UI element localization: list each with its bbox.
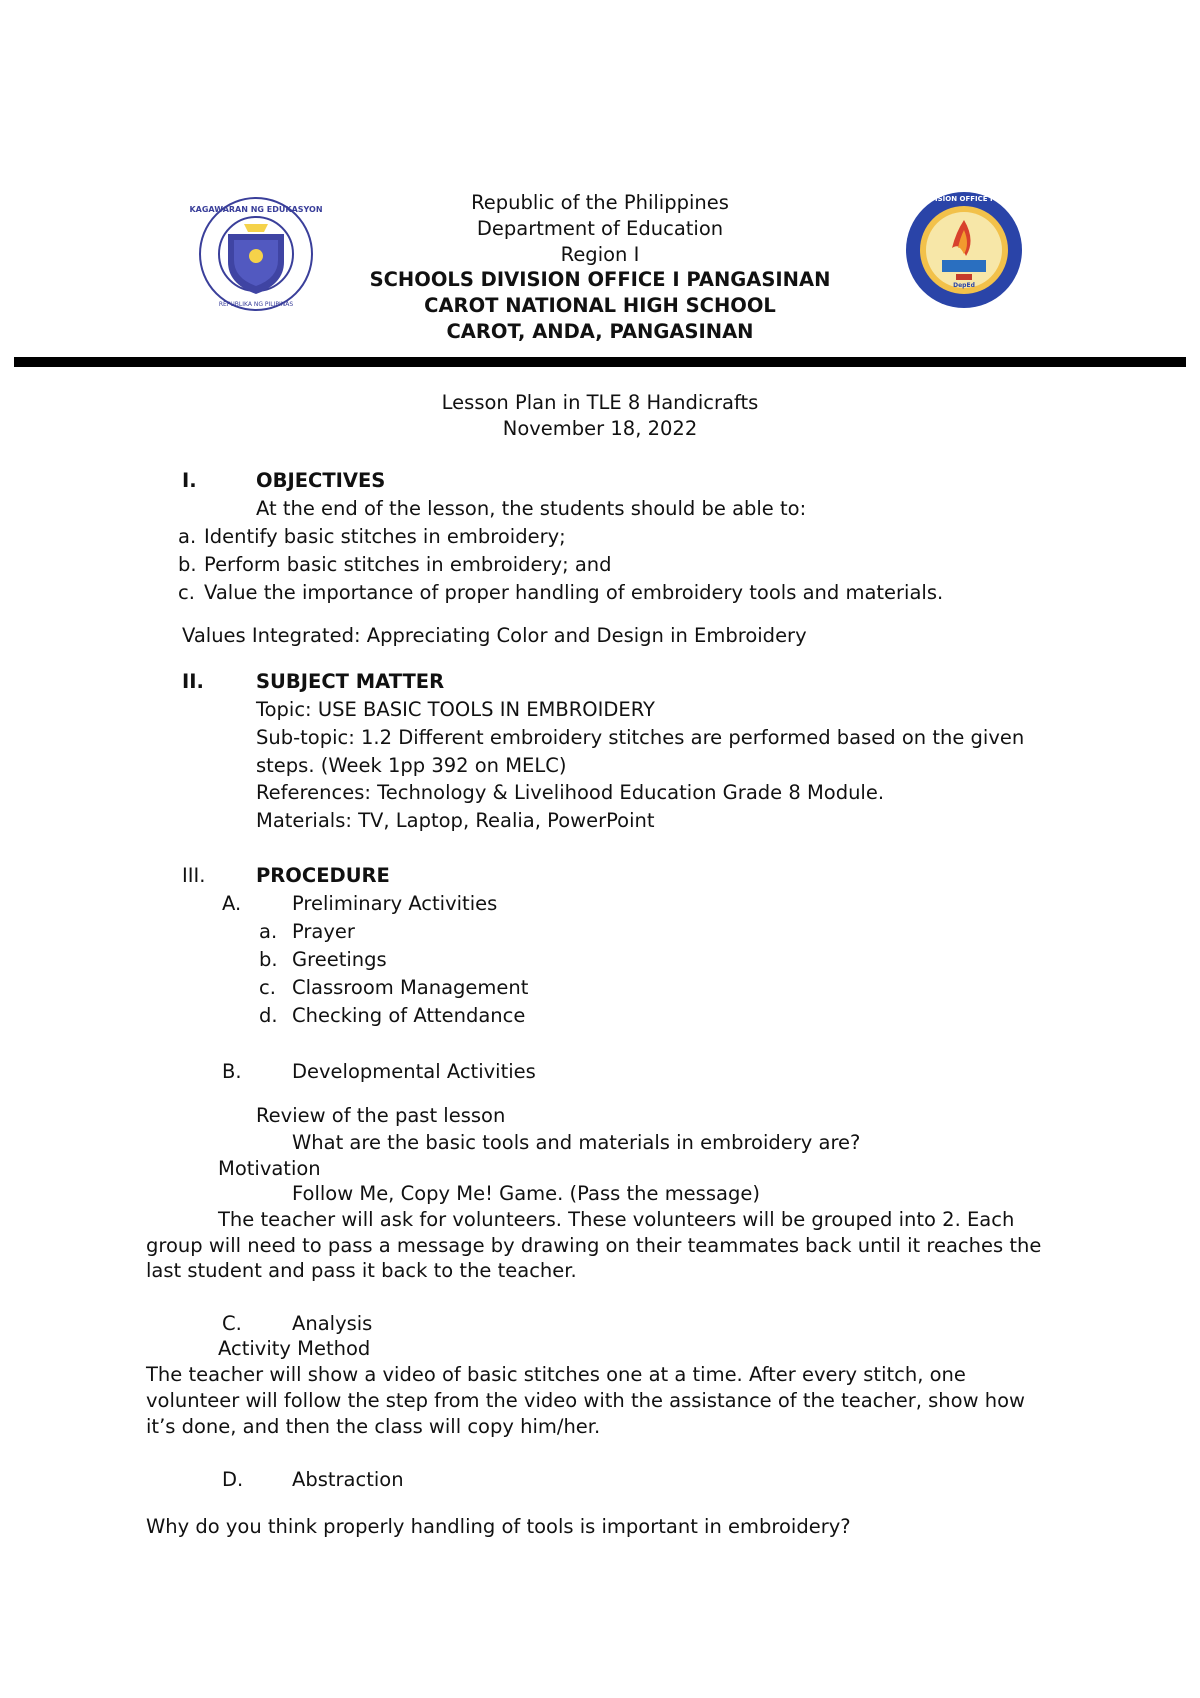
procedure-numeral: III. [182,864,206,887]
objective-marker: a. [178,525,197,548]
procedure-heading: PROCEDURE [256,864,390,887]
header-divider [14,357,1186,367]
review-question: What are the basic tools and materials in embroidery are? [292,1131,861,1154]
objective-item: Value the importance of proper handling of embroidery tools and materials. [204,581,944,604]
activity-marker: c. [259,976,276,999]
activity-marker: d. [259,1004,278,1027]
subject-materials: Materials: TV, Laptop, Realia, PowerPoint [256,809,655,832]
header-republic: Republic of the Philippines [471,191,729,214]
abstraction-question: Why do you think properly handling of tools is important in embroidery? [146,1515,851,1538]
motivation-game: Follow Me, Copy Me! Game. (Pass the message) [292,1182,760,1205]
subject-numeral: II. [182,670,204,693]
section-a-marker: A. [222,892,242,915]
section-d-marker: D. [222,1468,244,1491]
activity-item: Classroom Management [292,976,529,999]
motivation-paragraph: The teacher will ask for volunteers. These volunteers will be grouped into 2. Each [218,1208,1015,1231]
subject-topic: Topic: USE BASIC TOOLS IN EMBROIDERY [256,698,655,721]
activity-marker: a. [259,920,278,943]
activity-item: Prayer [292,920,355,943]
activity-marker: b. [259,948,278,971]
objective-item: Identify basic stitches in embroidery; [204,525,566,548]
section-b-marker: B. [222,1060,242,1083]
subject-subtopic-cont: steps. (Week 1pp 392 on MELC) [256,754,567,777]
svg-text:KAGAWARAN NG EDUKASYON: KAGAWARAN NG EDUKASYON [189,205,323,214]
subject-heading: SUBJECT MATTER [256,670,445,693]
analysis-paragraph: it’s done, and then the class will copy him/her. [146,1415,601,1438]
svg-text:SCHOOLS DIVISION OFFICE I PANG: SCHOOLS DIVISION OFFICE I PANGASINAN [881,195,1047,203]
section-a-label: Preliminary Activities [292,892,498,915]
activity-item: Greetings [292,948,387,971]
activity-method-label: Activity Method [218,1337,371,1360]
svg-text:DepEd: DepEd [953,282,975,289]
values-integrated: Values Integrated: Appreciating Color and Design in Embroidery [182,624,807,647]
section-d-label: Abstraction [292,1468,404,1491]
section-c-label: Analysis [292,1312,373,1335]
section-c-marker: C. [222,1312,242,1335]
header-division: SCHOOLS DIVISION OFFICE I PANGASINAN [369,268,831,291]
svg-text:REPUBLIKA NG PILIPINAS: REPUBLIKA NG PILIPINAS [218,301,294,308]
review-label: Review of the past lesson [256,1104,506,1127]
analysis-paragraph: volunteer will follow the step from the video with the assistance of the teacher, show how [146,1389,1025,1412]
analysis-paragraph: The teacher will show a video of basic stitches one at a time. After every stitch, one [146,1363,966,1386]
motivation-label: Motivation [218,1157,321,1180]
header-department: Department of Education [476,217,724,240]
header-school: CAROT NATIONAL HIGH SCHOOL [424,294,776,317]
objectives-heading: OBJECTIVES [256,469,386,492]
motivation-paragraph: group will need to pass a message by drawing on their teammates back until it reaches the [146,1234,1042,1257]
objectives-numeral: I. [182,469,197,492]
objective-item: Perform basic stitches in embroidery; and [204,553,612,576]
subject-subtopic: Sub-topic: 1.2 Different embroidery stitches are performed based on the given [256,726,1025,749]
objectives-intro: At the end of the lesson, the students should be able to: [256,497,807,520]
objective-marker: b. [178,553,197,576]
activity-item: Checking of Attendance [292,1004,526,1027]
header-region: Region I [560,243,640,266]
lesson-title: Lesson Plan in TLE 8 Handicrafts [441,391,759,414]
header-address: CAROT, ANDA, PANGASINAN [446,320,754,343]
objective-marker: c. [178,581,195,604]
lesson-date: November 18, 2022 [502,417,698,440]
motivation-paragraph: last student and pass it back to the teacher. [146,1259,577,1282]
subject-references: References: Technology & Livelihood Education Grade 8 Module. [256,781,885,804]
section-b-label: Developmental Activities [292,1060,536,1083]
